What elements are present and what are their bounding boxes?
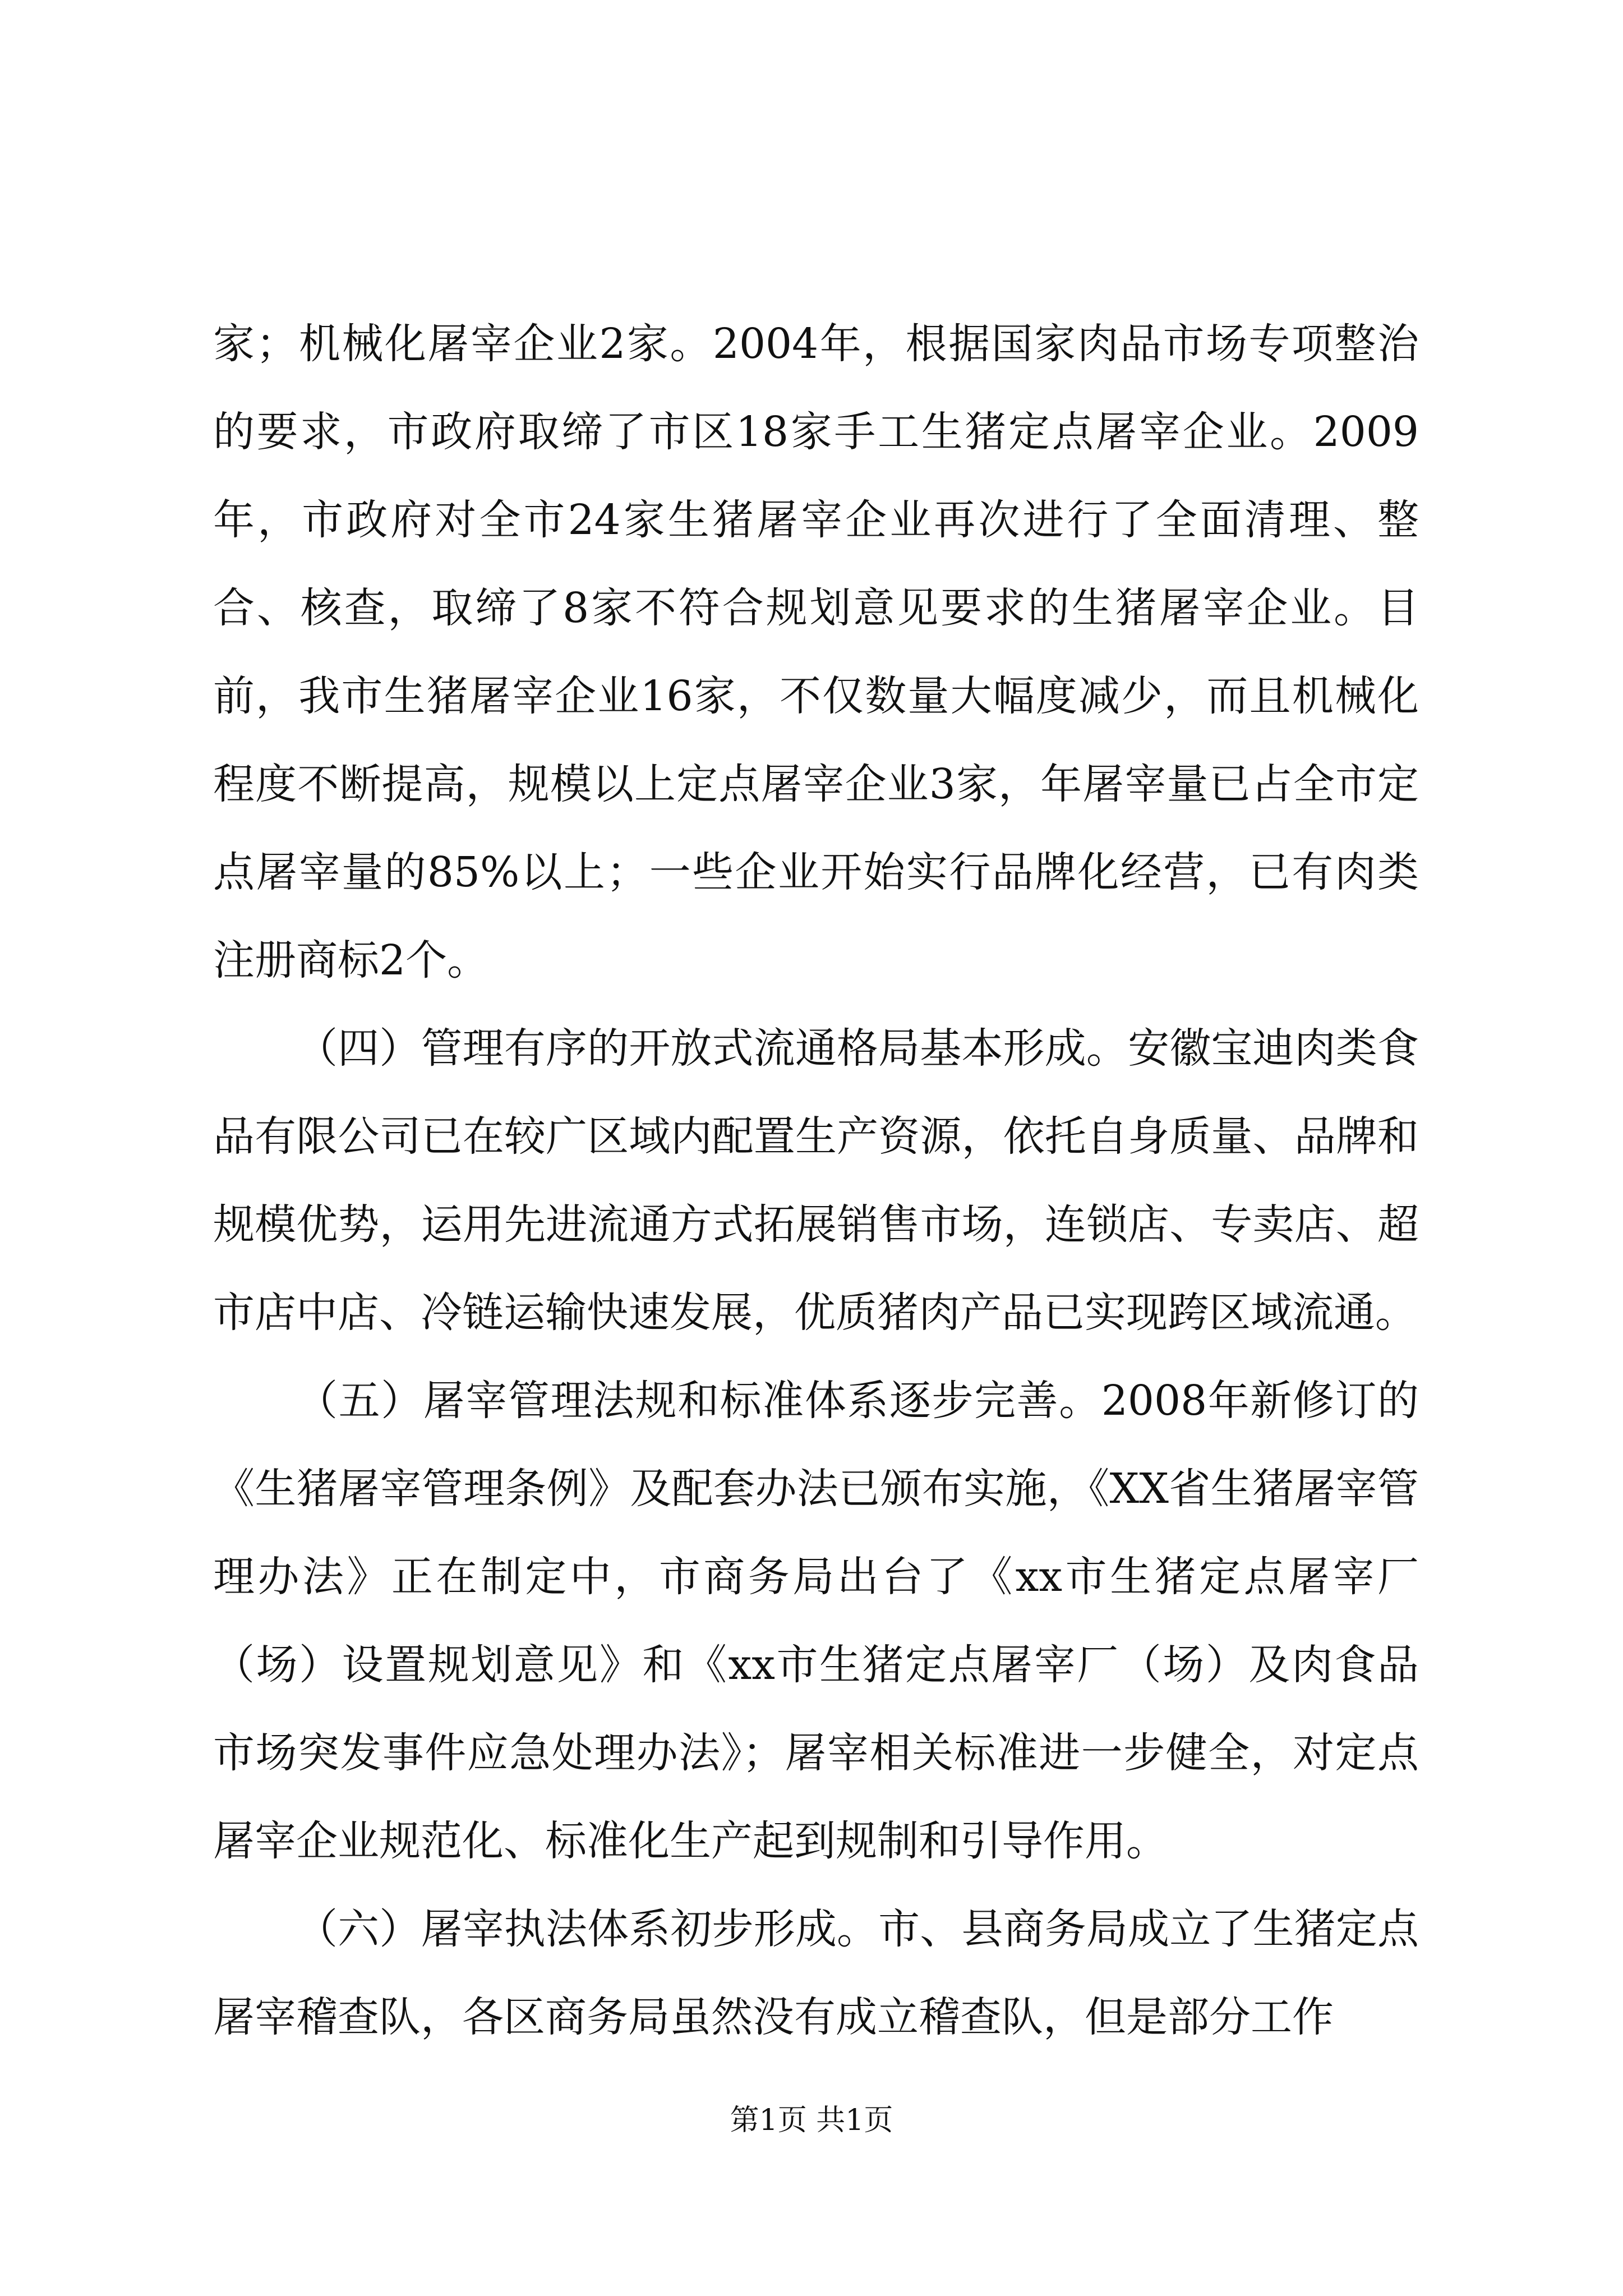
paragraph-continued: 家；机械化屠宰企业2家。2004年，根据国家肉品市场专项整治的要求，市政府取缔了市区18家手工生猪定点屠宰企业。2009年，市政府对全市24家生猪屠宰企业再次进行了全面清理、整合、核查，取缔了8家不符合规划意见要求的生猪屠宰企业。目前，我市生猪屠宰企业16家，不仅数量大幅度减少，而且机械化程度不断提高，规模以上定点屠宰企业3家，年屠宰量已占全市定点屠宰量的85%以上；一些企业开始实行品牌化经营，已有肉类注册商标2个。 <box>213 320 1419 984</box>
page-number-footer: 第1页 共1页 <box>730 2104 893 2137</box>
document-body <box>213 300 1419 2062</box>
paragraph-section-4: （四）管理有序的开放式流通格局基本形成。安徽宝迪肉类食品有限公司已在较广区域内配置生产资源，依托自身质量、品牌和规模优势，运用先进流通方式拓展销售市场，连锁店、专卖店、超市店中店、冷链运输快速发展，优质猪肉产品已实现跨区域流通。 <box>213 1024 1419 1337</box>
paragraph-section-6: （六）屠宰执法体系初步形成。市、县商务局成立了生猪定点屠宰稽查队，各区商务局虽然没有成立稽查队，但是部分工作 <box>213 1905 1419 2041</box>
paragraph-section-5: （五）屠宰管理法规和标准体系逐步完善。2008年新修订的《生猪屠宰管理条例》及配套办法已颁布实施，《XX省生猪屠宰管理办法》正在制定中，市商务局出台了《xx市生猪定点屠宰厂（场）设置规划意见》和《xx市生猪定点屠宰厂（场）及肉食品市场突发事件应急处理办法》；屠宰相关标准进一步健全，对定点屠宰企业规范化、标准化生产起到规制和引导作用。 <box>213 1377 1419 1865</box>
